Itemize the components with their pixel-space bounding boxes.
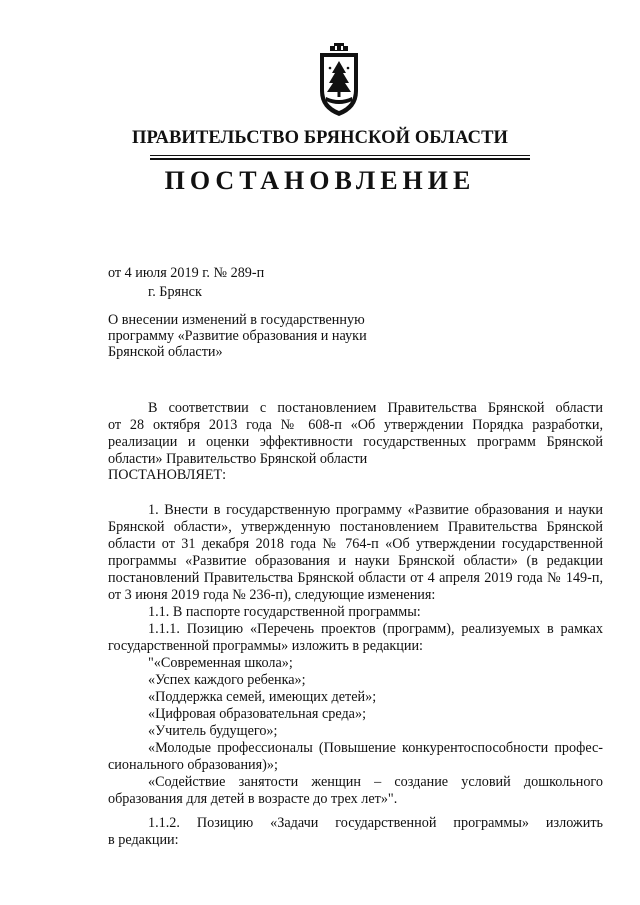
project-list-item: "«Современная школа»; — [148, 655, 293, 671]
header-rule-thin — [150, 155, 530, 156]
paragraph-line: от 3 июня 2019 года № 236-п), следующие изменения: — [108, 587, 436, 603]
preamble-line: В соответствии с постановлением Правительства Брянской области — [148, 400, 603, 416]
city-line: г. Брянск — [148, 284, 202, 300]
project-list-item: «Содействие занятости женщин – создание условий дошкольного — [148, 774, 603, 790]
paragraph-line: постановлений Правительства Брянской области от 4 апреля 2019 года № 149-п, — [108, 570, 603, 586]
document-type-title: ПОСТАНОВЛЕНИЕ — [164, 166, 476, 195]
preamble-line: области» Правительство Брянской области — [108, 451, 368, 467]
preamble-line: от 28 октября 2013 года № 608-п «Об утверждении Порядка разработки, — [108, 417, 603, 433]
subject-line: О внесении изменений в государственную — [108, 312, 365, 328]
subject-line: Брянской области» — [108, 344, 223, 360]
paragraph-line: Брянской области», утвержденную постановлением Правительства Брянской — [108, 519, 603, 535]
resolves-heading: ПОСТАНОВЛЯЕТ: — [108, 467, 227, 483]
subitem-line: 1.1. В паспорте государственной программы: — [148, 604, 421, 620]
date-number-line: от 4 июля 2019 г. № 289-п — [108, 265, 265, 281]
project-list-item: «Учитель будущего»; — [148, 723, 278, 739]
paragraph-line: программы «Развитие образования и науки Брянской области» (в редакции — [108, 553, 603, 569]
paragraph-line: государственной программы» изложить в редакции: — [108, 638, 423, 654]
project-list-item: «Цифровая образовательная среда»; — [148, 706, 367, 722]
preamble-line: реализации и оценки эффективности государственных программ Брянской — [108, 434, 603, 450]
paragraph-line: области от 31 декабря 2018 года № 764-п «Об утверждении государственной — [108, 536, 603, 552]
project-list-item: «Поддержка семей, имеющих детей»; — [148, 689, 377, 705]
paragraph-line: 1.1.2. Позицию «Задачи государственной программы» изложить — [148, 815, 603, 831]
project-list-item: образования для детей в возрасте до трех лет»". — [108, 791, 398, 807]
header-rule-thick — [150, 158, 530, 160]
organization-title: ПРАВИТЕЛЬСТВО БРЯНСКОЙ ОБЛАСТИ — [131, 128, 508, 148]
subject-line: программу «Развитие образования и науки — [108, 328, 367, 344]
project-list-item: сионального образования)»; — [108, 757, 278, 773]
paragraph-line: в редакции: — [108, 832, 179, 848]
coat-of-arms-icon — [318, 43, 360, 117]
paragraph-line: 1.1.1. Позицию «Перечень проектов (программ), реализуемых в рамках — [148, 621, 603, 637]
project-list-item: «Молодые профессионалы (Повышение конкурентоспособности профес- — [148, 740, 603, 756]
project-list-item: «Успех каждого ребенка»; — [148, 672, 306, 688]
paragraph-line: 1. Внести в государственную программу «Развитие образования и науки — [148, 502, 603, 518]
